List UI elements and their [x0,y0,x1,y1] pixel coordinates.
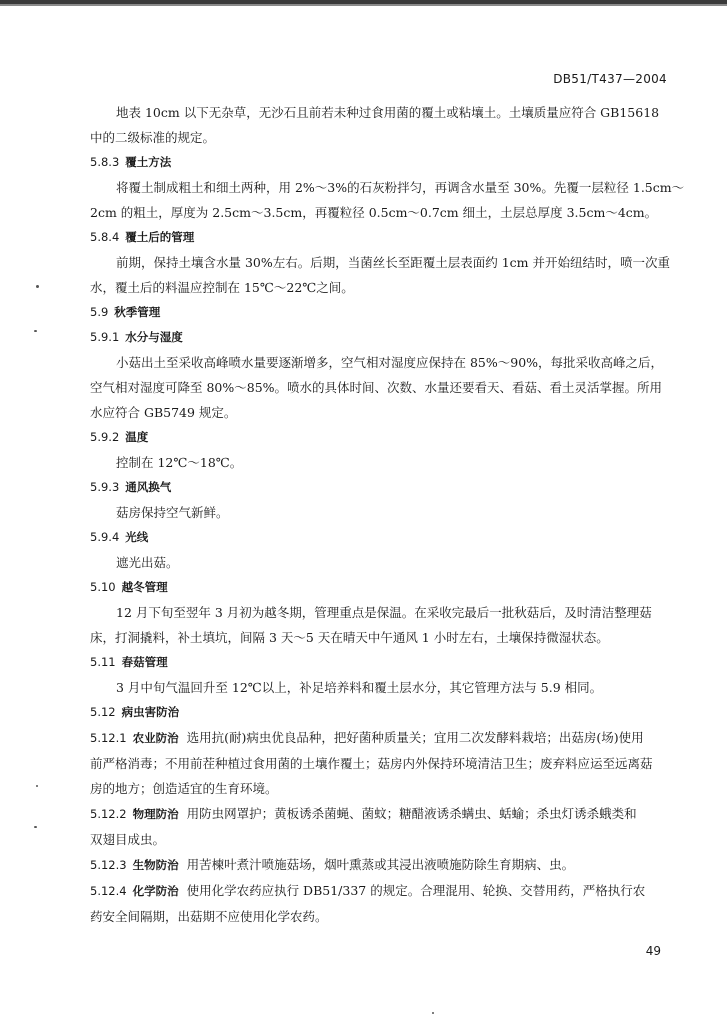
scan-speck [36,785,38,787]
document-body [90,100,685,929]
section-number: 5.10 [90,580,116,594]
clause-number: 5.12.2 [90,807,127,821]
clause-5-12-3 [90,852,662,878]
page-number: 49 [645,944,661,958]
section-heading-5-9-1 [90,325,662,350]
section-heading-5-10 [90,575,662,600]
section-number: 5.9 [90,305,109,319]
section-number: 5.11 [90,655,116,669]
clause-5-12-1 [90,725,662,801]
paragraph-line: 遮光出菇。 [116,555,179,570]
clause-label: 农业防治 [132,731,179,745]
section-number: 5.9.3 [90,480,120,494]
section-heading-5-9-4 [90,525,662,550]
section-number: 5.8.3 [90,155,120,169]
paragraph-line: 空气相对湿度可降至 80%～85%。喷水的具体时间、次数、水量还要看天、看菇、看土灵活掌握。所用 [90,380,663,395]
section-title: 越冬管理 [121,580,168,594]
scan-speck [34,826,37,828]
section-number: 5.9.4 [90,530,120,544]
paragraph-line: 药安全间隔期，出菇期不应使用化学农药。 [90,909,328,924]
paragraph-line: 双翅目成虫。 [90,832,166,847]
clause-number: 5.12.4 [90,884,127,898]
clause-text: 用苦楝叶煮汁喷施菇场，烟叶熏蒸或其浸出液喷施防除生育期病、虫。 [186,857,575,872]
page-top-border-shadow [0,4,727,6]
paragraph-line: 地表 10cm 以下无杂草，无沙石且前若未种过食用菌的覆土或粘壤土。土壤质量应符合 GB15618 [116,105,660,120]
section-heading-5-9 [90,300,662,325]
section-heading-5-9-3 [90,475,662,500]
paragraph-line: 12 月下旬至翌年 3 月初为越冬期，管理重点是保温。在采收完最后一批秋菇后，及时清洁整理菇 [116,605,652,620]
scan-speck [34,330,37,332]
section-number: 5.12 [90,705,116,719]
section-title: 温度 [125,430,149,444]
paragraph-line: 控制在 12℃～18℃。 [116,455,243,470]
section-heading-5-12 [90,700,662,725]
section-heading-5-11 [90,650,662,675]
section-heading-5-8-3 [90,150,662,175]
paragraph-line: 前严格消毒；不用前茬种植过食用菌的土壤作覆土；菇房内外保持环境清洁卫生；废弃料应运至远离菇 [90,756,653,771]
clause-text: 使用化学农药应执行 DB51/337 的规定。合理混用、轮换、交替用药，严格执行农 [186,883,646,898]
section-title: 光线 [125,530,149,544]
clause-number: 5.12.1 [90,731,127,745]
section-title: 病虫害防治 [121,705,180,719]
paragraph-line: 前期，保持土壤含水量 30%左右。后期，当菌丝长至距覆土层表面约 1cm 并开始纽结时，喷一次重 [116,255,671,270]
clause-5-12-4 [90,878,662,929]
section-title: 春菇管理 [121,655,168,669]
clause-text: 用防虫网罩护；黄板诱杀菌蝇、菌蚊；糖醋液诱杀螨虫、蛞蝓；杀虫灯诱杀蛾类和 [186,806,637,821]
scan-speck [36,285,39,288]
section-heading-5-8-4 [90,225,662,250]
paragraph-line: 房的地方；创造适宜的生育环境。 [90,781,278,796]
section-title: 覆土后的管理 [125,230,195,244]
section-number: 5.9.1 [90,330,120,344]
clause-label: 化学防治 [132,884,179,898]
clause-5-12-2 [90,801,662,852]
paragraph-line: 中的二级标准的规定。 [90,130,216,145]
clause-label: 物理防治 [132,807,179,821]
clause-text: 选用抗(耐)病虫优良品种，把好菌种质量关；宜用二次发酵料栽培；出菇房(场)使用 [186,730,644,745]
section-title: 通风换气 [125,480,172,494]
section-title: 覆土方法 [125,155,172,169]
paragraph-line: 将覆土制成粗土和细土两种，用 2%～3%的石灰粉拌匀，再调含水量至 30%。先覆一层粒径 1.5cm～ [116,180,685,195]
section-heading-5-9-2 [90,425,662,450]
paragraph-line: 小菇出土至采收高峰喷水量要逐渐增多，空气相对湿度应保持在 85%～90%，每批采收高峰之后， [116,355,664,370]
document-code: DB51/T437—2004 [553,72,667,86]
section-title: 水分与湿度 [125,330,183,344]
section-number: 5.9.2 [90,430,120,444]
section-number: 5.8.4 [90,230,120,244]
paragraph-line: 2cm 的粗土，厚度为 2.5cm～3.5cm，再覆粒径 0.5cm～0.7cm 细土，土层总厚度 3.5cm～4cm。 [90,205,658,220]
clause-number: 5.12.3 [90,858,127,872]
paragraph-line: 菇房保持空气新鲜。 [116,505,229,520]
clause-label: 生物防治 [132,858,179,872]
paragraph-line: 水，覆土后的料温应控制在 15℃～22℃之间。 [90,280,354,295]
scan-speck [432,1012,434,1014]
paragraph-line: 床，打洞撬料，补土填坑，间隔 3 天～5 天在晴天中午通风 1 小时左右，土壤保持微湿状态。 [90,630,609,645]
section-title: 秋季管理 [114,305,161,319]
paragraph-line: 3 月中旬气温回升至 12℃以上，补足培养料和覆土层水分，其它管理方法与 5.9 相同。 [116,680,603,695]
paragraph-line: 水应符合 GB5749 规定。 [90,405,237,420]
